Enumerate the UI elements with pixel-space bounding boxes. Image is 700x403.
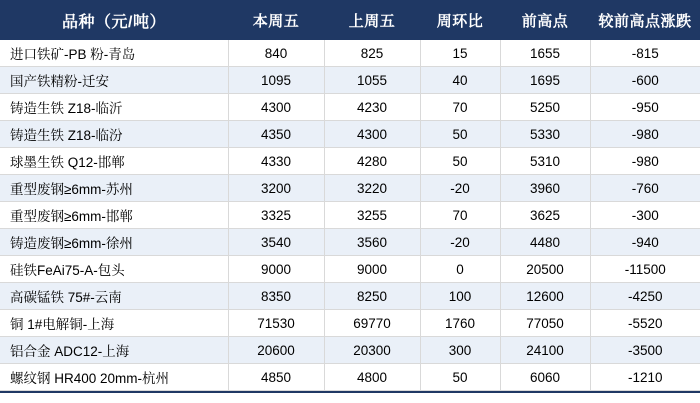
cell-week-on-week: 50 <box>420 121 500 148</box>
table-row <box>0 148 700 175</box>
column-header-this-friday: 本周五 <box>228 0 324 40</box>
cell-variety: 高碳锰铁 75#-云南 <box>0 283 228 310</box>
cell-this-friday: 4330 <box>228 148 324 175</box>
cell-change-vs-previous-high: -11500 <box>590 256 700 283</box>
cell-week-on-week: 50 <box>420 148 500 175</box>
cell-last-friday: 9000 <box>324 256 420 283</box>
cell-previous-high: 5310 <box>500 148 590 175</box>
cell-week-on-week: 15 <box>420 40 500 67</box>
cell-last-friday: 20300 <box>324 337 420 364</box>
cell-this-friday: 20600 <box>228 337 324 364</box>
table-row <box>0 283 700 310</box>
cell-this-friday: 3200 <box>228 175 324 202</box>
column-header-change-vs-previous-high: 较前高点涨跌 <box>590 0 700 40</box>
header-row <box>0 0 700 40</box>
cell-variety: 球墨生铁 Q12-邯郸 <box>0 148 228 175</box>
cell-change-vs-previous-high: -4250 <box>590 283 700 310</box>
cell-previous-high: 20500 <box>500 256 590 283</box>
cell-previous-high: 3625 <box>500 202 590 229</box>
cell-variety: 铸造生铁 Z18-临汾 <box>0 121 228 148</box>
cell-change-vs-previous-high: -980 <box>590 148 700 175</box>
cell-variety: 重型废钢≥6mm-苏州 <box>0 175 228 202</box>
cell-week-on-week: 1760 <box>420 310 500 337</box>
cell-last-friday: 69770 <box>324 310 420 337</box>
cell-change-vs-previous-high: -815 <box>590 40 700 67</box>
cell-variety: 铜 1#电解铜-上海 <box>0 310 228 337</box>
table-row <box>0 121 700 148</box>
column-header-previous-high: 前高点 <box>500 0 590 40</box>
cell-this-friday: 4300 <box>228 94 324 121</box>
table-row <box>0 67 700 94</box>
cell-week-on-week: 70 <box>420 202 500 229</box>
cell-previous-high: 1695 <box>500 67 590 94</box>
table-row <box>0 40 700 67</box>
cell-previous-high: 77050 <box>500 310 590 337</box>
cell-last-friday: 3255 <box>324 202 420 229</box>
cell-change-vs-previous-high: -940 <box>590 229 700 256</box>
cell-last-friday: 3220 <box>324 175 420 202</box>
cell-change-vs-previous-high: -600 <box>590 67 700 94</box>
cell-change-vs-previous-high: -3500 <box>590 337 700 364</box>
cell-previous-high: 5250 <box>500 94 590 121</box>
cell-variety: 铸造废钢≥6mm-徐州 <box>0 229 228 256</box>
cell-this-friday: 71530 <box>228 310 324 337</box>
cell-last-friday: 1055 <box>324 67 420 94</box>
cell-this-friday: 8350 <box>228 283 324 310</box>
cell-this-friday: 1095 <box>228 67 324 94</box>
cell-variety: 硅铁FeAi75-A-包头 <box>0 256 228 283</box>
cell-variety: 国产铁精粉-迁安 <box>0 67 228 94</box>
cell-change-vs-previous-high: -760 <box>590 175 700 202</box>
cell-previous-high: 1655 <box>500 40 590 67</box>
table-row <box>0 229 700 256</box>
cell-previous-high: 24100 <box>500 337 590 364</box>
cell-change-vs-previous-high: -980 <box>590 121 700 148</box>
cell-this-friday: 9000 <box>228 256 324 283</box>
cell-week-on-week: 50 <box>420 364 500 391</box>
table-row <box>0 94 700 121</box>
cell-previous-high: 3960 <box>500 175 590 202</box>
cell-week-on-week: 300 <box>420 337 500 364</box>
column-header-week-on-week: 周环比 <box>420 0 500 40</box>
cell-last-friday: 4300 <box>324 121 420 148</box>
column-header-variety: 品种（元/吨） <box>0 0 228 40</box>
table-body <box>0 40 700 391</box>
cell-last-friday: 4800 <box>324 364 420 391</box>
table-row <box>0 175 700 202</box>
cell-this-friday: 3325 <box>228 202 324 229</box>
cell-this-friday: 4850 <box>228 364 324 391</box>
cell-variety: 铝合金 ADC12-上海 <box>0 337 228 364</box>
cell-change-vs-previous-high: -5520 <box>590 310 700 337</box>
cell-last-friday: 8250 <box>324 283 420 310</box>
cell-this-friday: 4350 <box>228 121 324 148</box>
table-row <box>0 202 700 229</box>
cell-variety: 重型废钢≥6mm-邯郸 <box>0 202 228 229</box>
table-row <box>0 364 700 391</box>
cell-week-on-week: -20 <box>420 175 500 202</box>
column-header-last-friday: 上周五 <box>324 0 420 40</box>
cell-week-on-week: 0 <box>420 256 500 283</box>
table-header <box>0 0 700 40</box>
cell-change-vs-previous-high: -950 <box>590 94 700 121</box>
cell-this-friday: 3540 <box>228 229 324 256</box>
cell-change-vs-previous-high: -300 <box>590 202 700 229</box>
cell-variety: 铸造生铁 Z18-临沂 <box>0 94 228 121</box>
cell-previous-high: 12600 <box>500 283 590 310</box>
table-row <box>0 337 700 364</box>
cell-week-on-week: -20 <box>420 229 500 256</box>
cell-week-on-week: 70 <box>420 94 500 121</box>
table-row <box>0 310 700 337</box>
cell-change-vs-previous-high: -1210 <box>590 364 700 391</box>
cell-previous-high: 4480 <box>500 229 590 256</box>
cell-this-friday: 840 <box>228 40 324 67</box>
cell-week-on-week: 40 <box>420 67 500 94</box>
cell-last-friday: 4230 <box>324 94 420 121</box>
cell-variety: 螺纹钢 HR400 20mm-杭州 <box>0 364 228 391</box>
cell-last-friday: 3560 <box>324 229 420 256</box>
cell-last-friday: 825 <box>324 40 420 67</box>
table-row <box>0 256 700 283</box>
cell-previous-high: 5330 <box>500 121 590 148</box>
cell-previous-high: 6060 <box>500 364 590 391</box>
cell-last-friday: 4280 <box>324 148 420 175</box>
cell-week-on-week: 100 <box>420 283 500 310</box>
cell-variety: 进口铁矿-PB 粉-青岛 <box>0 40 228 67</box>
